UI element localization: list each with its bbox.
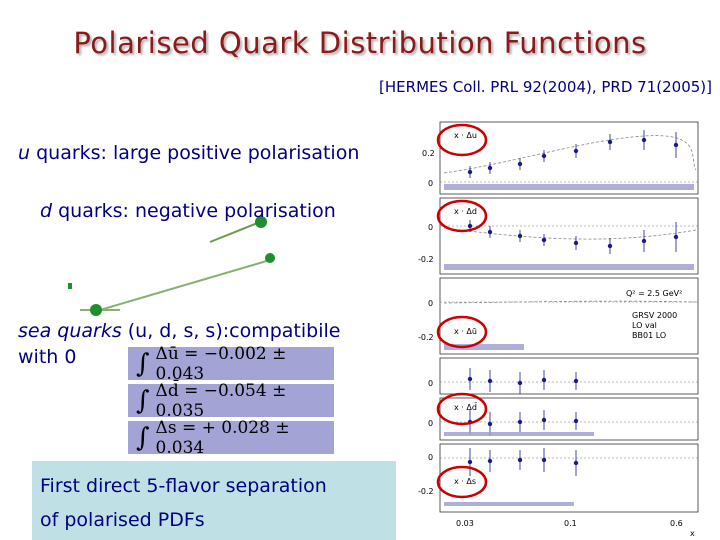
x-tick-0.6: 0.6: [670, 519, 683, 528]
sea-statement-text: (u, d, s, s):compatibile: [121, 320, 341, 342]
u-statement-text: quarks: large positive polarisation: [30, 142, 360, 164]
d-flavor-label: d: [40, 200, 53, 222]
panel2-tick-neg0.2: -0.2: [418, 255, 434, 264]
legend-grsv: GRSV 2000: [632, 311, 678, 320]
u-flavor-label: u: [18, 142, 31, 164]
panel1-tick-0.2: 0.2: [422, 149, 435, 158]
x-tick-0.03: 0.03: [456, 519, 474, 528]
reference-citation: [HERMES Coll. PRL 92(2004), PRD 71(2005)]: [379, 78, 712, 96]
x-axis-label: x: [690, 529, 695, 538]
highlight-circle-du: [438, 125, 486, 155]
sea-quark-statement: [18, 320, 340, 342]
legend-loval: LO val: [632, 321, 657, 330]
x-tick-0.1: 0.1: [564, 519, 577, 528]
panel5-tick-0: 0: [428, 419, 434, 428]
d-quark-statement: [40, 200, 336, 222]
panel4-label: x · Δū: [454, 327, 477, 336]
panel1-label: x · Δu: [454, 131, 477, 140]
highlight-circle-dd: [438, 201, 486, 231]
integral-ubar: ∫ Δū = −0.002 ± 0.043: [128, 347, 334, 380]
integral-ubar-text: Δū = −0.002 ± 0.043: [155, 343, 287, 384]
panel2-tick-0: 0: [428, 223, 434, 232]
integral-dbar-text: Δd̄ = −0.054 ± 0.035: [155, 380, 287, 421]
panel6-tick-0: 0: [428, 453, 434, 462]
panel6-tick-neg0.2: -0.2: [418, 487, 434, 496]
integral-s-text: Δs = + 0.028 ± 0.034: [155, 417, 290, 458]
panel1-tick-0: 0: [428, 179, 434, 188]
d-statement-text: quarks: negative polarisation: [52, 200, 336, 222]
conclusion-line1: First direct 5-flavor separation: [40, 475, 327, 497]
panel6-label: x · Δs: [454, 477, 477, 486]
conclusion-line2: of polarised PDFs: [40, 509, 205, 531]
panel4-tick-neg0.2: -0.2: [418, 333, 434, 342]
integral-s: ∫ Δs = + 0.028 ± 0.034: [128, 421, 334, 454]
legend-bb01: BB01 LO: [632, 331, 667, 340]
u-quark-statement: [18, 142, 359, 164]
panel2-label: x · Δd: [454, 207, 477, 216]
legend-q2: Q² = 2.5 GeV²: [626, 289, 683, 298]
conclusion-box: [32, 461, 396, 540]
slide-title: Polarised Quark Distribution Functions: [73, 26, 647, 60]
pdf-plot-panels: [404, 118, 716, 540]
integral-dbar: ∫ Δd̄ = −0.054 ± 0.035: [128, 384, 334, 417]
panel3-tick-0: 0: [428, 299, 434, 308]
panel4-tick-0: 0: [428, 379, 434, 388]
sea-prefix: sea quarks: [18, 320, 122, 342]
sea-statement-line2: with 0: [18, 346, 77, 368]
panel5-label: x · Δd̄: [454, 403, 477, 412]
